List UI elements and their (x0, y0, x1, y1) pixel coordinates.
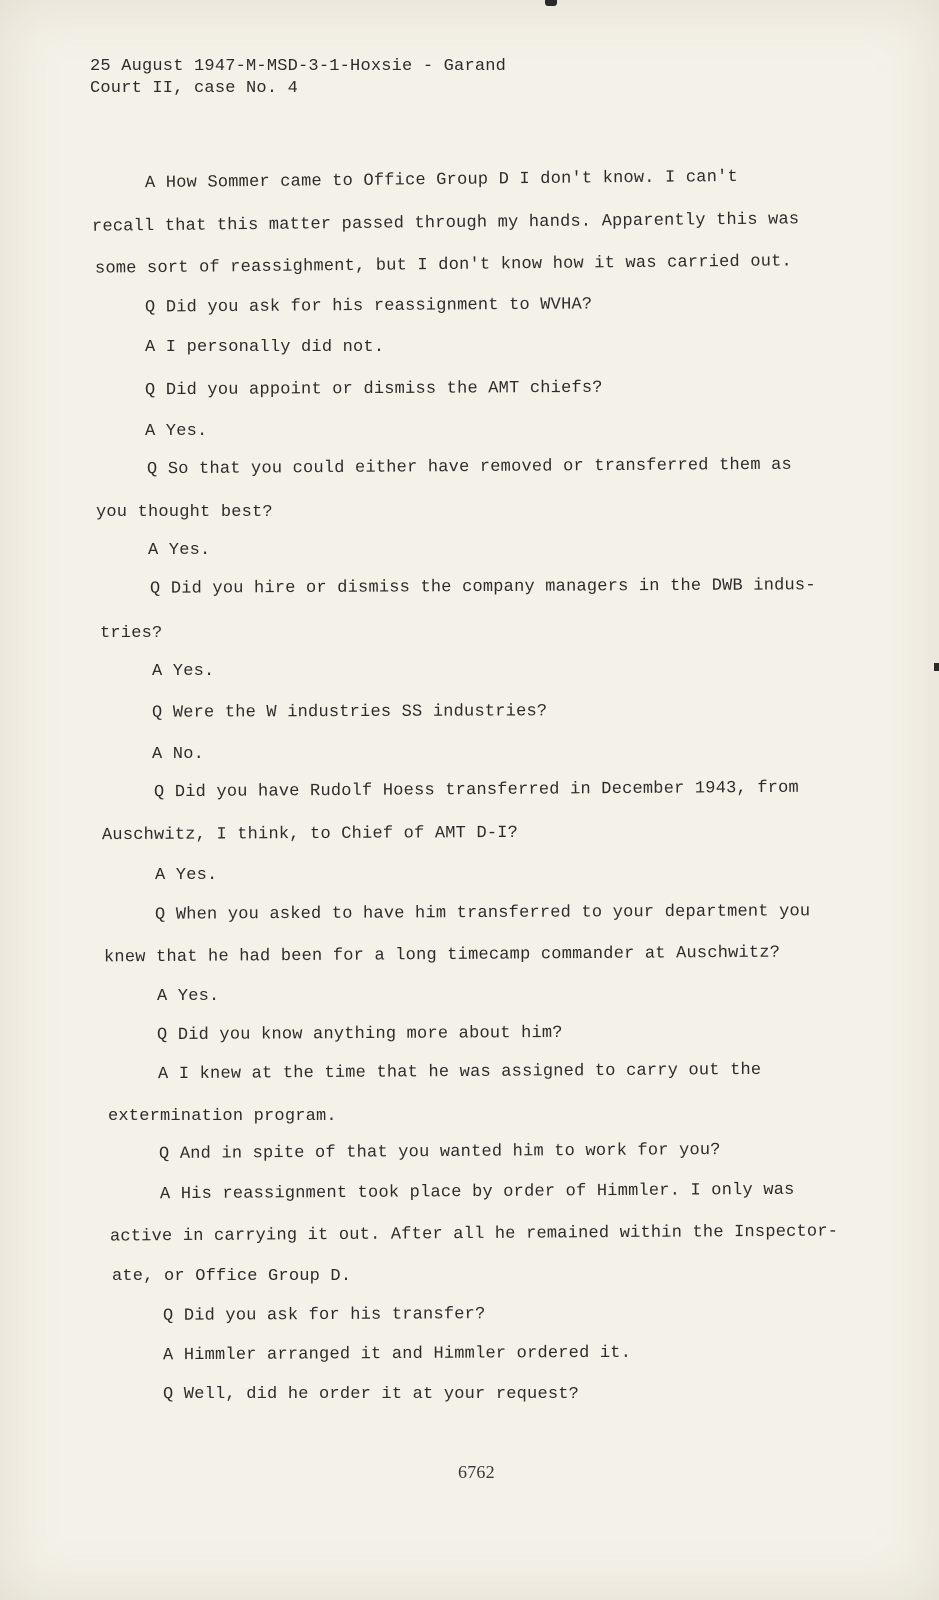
transcript-line: active in carrying it out. After all he remained within the Inspector- (109, 1222, 839, 1247)
transcript-line: Q So that you could either have removed or transferred them as (146, 455, 792, 480)
transcript-line: Q Were the W industries SS industries? (151, 702, 548, 723)
transcript-line: Q Well, did he order it at your request? (163, 1385, 580, 1404)
binding-mark (545, 0, 557, 6)
page-number: 6762 (458, 1462, 495, 1482)
transcript-line: Q Did you know anything more about him? (156, 1023, 563, 1046)
transcript-line: Q When you asked to have him transferred to your department you (154, 902, 811, 925)
transcript-line: recall that this matter passed through my hands. Apparently this was (91, 210, 800, 237)
transcript-line: Q Did you ask for his transfer? (162, 1305, 486, 1326)
transcript-line: A Yes. (155, 866, 218, 885)
transcript-line: Q Did you have Rudolf Hoess transferred in December 1943, from (153, 778, 799, 803)
transcript-line: Q Did you ask for his reassignment to WVHA? (144, 295, 593, 318)
transcript-line: A I knew at the time that he was assigned to carry out the (157, 1060, 762, 1085)
transcript-line: Q And in spite of that you wanted him to work for you? (158, 1141, 721, 1164)
transcript-line: A Himmler arranged it and Himmler ordered it. (162, 1343, 632, 1366)
transcript-line: A His reassignment took place by order of Himmler. I only was (159, 1180, 795, 1205)
transcript-line: Auschwitz, I think, to Chief of AMT D-I? (101, 823, 519, 846)
transcript-line: A Yes. (145, 422, 208, 441)
transcript-line: knew that he had been for a long timecamp commander at Auschwitz? (103, 943, 781, 968)
transcript-line: A No. (152, 745, 205, 764)
transcript-line: extermination program. (108, 1107, 337, 1126)
transcript-line: you thought best? (96, 503, 273, 522)
transcript-line: A I personally did not. (145, 338, 385, 357)
transcript-line: Q Did you appoint or dismiss the AMT chiefs? (144, 378, 603, 401)
transcript-line: A Yes. (148, 541, 211, 560)
transcript-line: ate, or Office Group D. (112, 1267, 352, 1286)
header-court-line: Court II, case No. 4 (90, 79, 299, 98)
header-session-line: 25 August 1947-M-MSD-3-1-Hoxsie - Garand (90, 57, 507, 76)
transcript-line: Q Did you hire or dismiss the company managers in the DWB indus- (149, 576, 816, 599)
transcript-line: tries? (100, 624, 163, 643)
transcript-line: A How Sommer came to Office Group D I don't know. I can't (144, 167, 738, 194)
transcript-line: A Yes. (157, 987, 220, 1006)
edge-mark (934, 663, 939, 671)
transcript-line: A Yes. (152, 662, 215, 681)
transcript-line: some sort of reassighment, but I don't know how it was carried out. (94, 252, 793, 279)
